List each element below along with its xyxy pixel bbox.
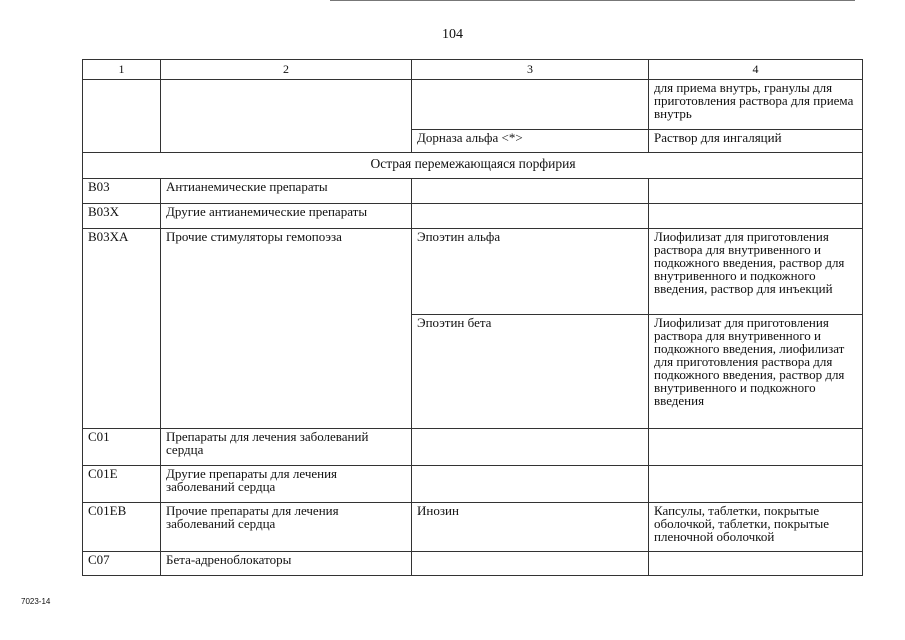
group-name-cell: Другие препараты для лечения заболеваний сердца <box>161 466 412 503</box>
column-header: 3 <box>412 60 649 80</box>
dosage-form-cell <box>649 552 863 576</box>
page-number: 104 <box>442 27 463 42</box>
drug-name-cell: Эпоэтин бета <box>412 315 649 429</box>
drug-name-cell <box>412 179 649 204</box>
dosage-form-cell: Раствор для ингаляций <box>649 130 863 153</box>
dosage-form-cell: Капсулы, таблетки, покрытые оболочкой, таблетки, покрытые пленочной оболочкой <box>649 503 863 552</box>
group-name-cell <box>161 80 412 153</box>
section-row <box>83 153 863 179</box>
atc-code-cell: C07 <box>83 552 161 576</box>
table-header-row <box>83 60 863 80</box>
table-row <box>83 466 863 503</box>
dosage-form-cell: Лиофилизат для приготовления раствора для внутривенного и подкожного введения, раствор для внутривенного и подкожного введения, раствор для инъекций <box>649 229 863 315</box>
section-heading: Острая перемежающаяся порфирия <box>83 153 863 179</box>
atc-code-cell: C01 <box>83 429 161 466</box>
dosage-form-cell <box>649 466 863 503</box>
drug-name-cell <box>412 429 649 466</box>
atc-code-cell <box>83 80 161 153</box>
column-header: 1 <box>83 60 161 80</box>
drug-name-cell <box>412 552 649 576</box>
drug-name-cell <box>412 204 649 229</box>
table-row <box>83 552 863 576</box>
dosage-form-cell <box>649 204 863 229</box>
drug-name-cell: Дорназа альфа <*> <box>412 130 649 153</box>
column-header: 4 <box>649 60 863 80</box>
drug-name-cell: Эпоэтин альфа <box>412 229 649 315</box>
group-name-cell: Бета-адреноблокаторы <box>161 552 412 576</box>
group-name-cell: Препараты для лечения заболеваний сердца <box>161 429 412 466</box>
table-row <box>83 229 863 315</box>
group-name-cell: Антианемические препараты <box>161 179 412 204</box>
atc-code-cell: B03X <box>83 204 161 229</box>
atc-code-cell: B03 <box>83 179 161 204</box>
table-row <box>83 179 863 204</box>
drug-name-cell <box>412 80 649 130</box>
drug-name-cell <box>412 466 649 503</box>
drug-name-cell: Инозин <box>412 503 649 552</box>
dosage-form-cell: Лиофилизат для приготовления раствора для внутривенного и подкожного введения, лиофилизат для приготовления раствора для подкожного введения, раствор для внутривенного и подкожного введения <box>649 315 863 429</box>
atc-code-cell: C01E <box>83 466 161 503</box>
table-row <box>83 204 863 229</box>
table-row <box>83 429 863 466</box>
table-row <box>83 503 863 552</box>
group-name-cell: Прочие препараты для лечения заболеваний сердца <box>161 503 412 552</box>
dosage-form-cell <box>649 179 863 204</box>
drug-table <box>82 59 863 576</box>
dosage-form-cell: для приема внутрь, гранулы для приготовления раствора для приема внутрь <box>649 80 863 130</box>
atc-code-cell: B03XA <box>83 229 161 429</box>
column-header: 2 <box>161 60 412 80</box>
group-name-cell: Другие антианемические препараты <box>161 204 412 229</box>
atc-code-cell: C01EB <box>83 503 161 552</box>
top-rule <box>330 0 855 1</box>
table-row <box>83 80 863 130</box>
footer-code: 7023-14 <box>21 597 51 606</box>
dosage-form-cell <box>649 429 863 466</box>
group-name-cell: Прочие стимуляторы гемопоэза <box>161 229 412 429</box>
